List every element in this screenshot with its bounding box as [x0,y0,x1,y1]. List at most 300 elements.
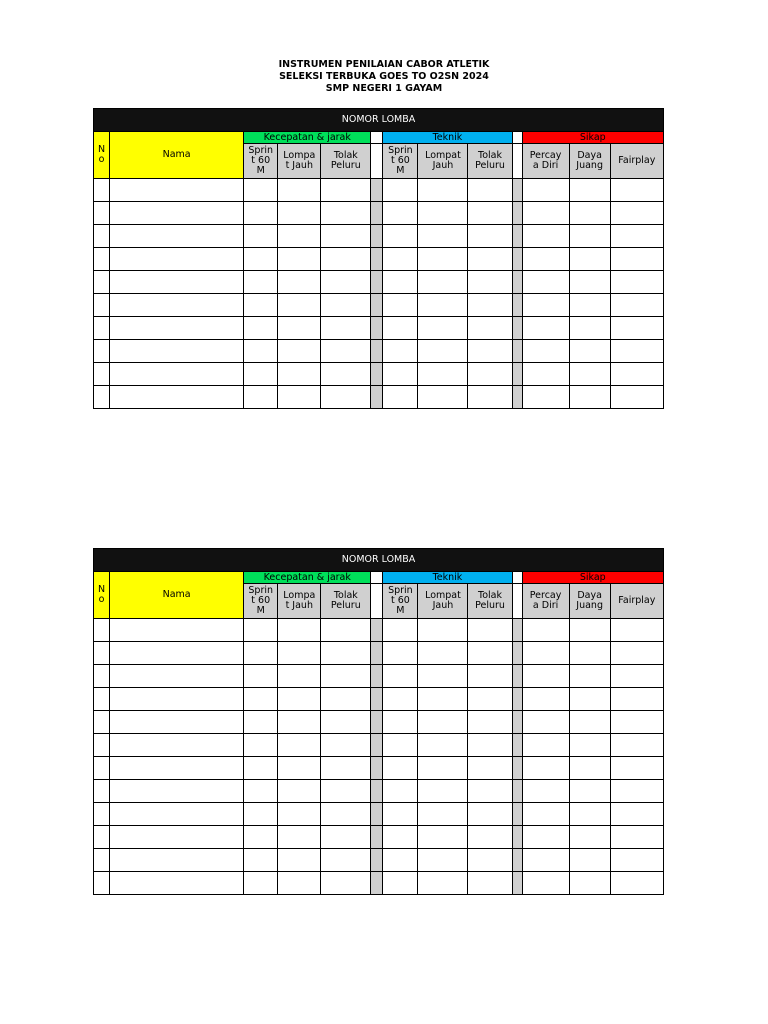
spacer-cell [512,386,522,409]
input-cell[interactable] [244,271,278,294]
input-cell[interactable] [610,734,663,757]
input-cell[interactable] [569,271,610,294]
input-cell[interactable] [468,294,512,317]
input-cell[interactable] [522,803,569,826]
spacer-cell [512,294,522,317]
input-cell[interactable] [418,665,468,688]
input-cell[interactable] [244,826,278,849]
input-cell[interactable] [110,849,244,872]
input-cell[interactable] [244,780,278,803]
input-cell[interactable] [110,340,244,363]
nomor-lomba-header: NOMOR LOMBA [94,109,664,132]
input-cell[interactable] [278,711,321,734]
input-cell[interactable] [383,340,418,363]
input-cell[interactable] [94,340,110,363]
input-cell[interactable] [321,872,371,895]
input-cell[interactable] [610,711,663,734]
subheader-daya-juang: Daya Juang [569,584,610,619]
input-cell[interactable] [244,294,278,317]
spacer-cell [371,688,383,711]
input-cell[interactable] [383,271,418,294]
subheader-daya-juang: Daya Juang [569,144,610,179]
input-cell[interactable] [610,386,663,409]
spacer-cell [371,711,383,734]
input-cell[interactable] [244,317,278,340]
input-cell[interactable] [383,803,418,826]
input-cell[interactable] [610,179,663,202]
input-cell[interactable] [418,711,468,734]
input-cell[interactable] [418,202,468,225]
input-cell[interactable] [244,202,278,225]
input-cell[interactable] [110,872,244,895]
input-cell[interactable] [110,665,244,688]
input-cell[interactable] [110,780,244,803]
input-cell[interactable] [244,757,278,780]
input-cell[interactable] [110,734,244,757]
input-cell[interactable] [468,363,512,386]
subheader-sprint-60m: Sprin t 60 M [244,584,278,619]
input-cell[interactable] [110,711,244,734]
subheader-lompat-jauh: Lompat Jauh [418,144,468,179]
input-cell[interactable] [278,271,321,294]
input-cell[interactable] [244,642,278,665]
input-cell[interactable] [244,363,278,386]
group-sikap: Sikap [522,572,663,584]
input-cell[interactable] [94,294,110,317]
subheader-spacer [371,584,383,619]
table-row [94,734,664,757]
input-cell[interactable] [244,179,278,202]
input-cell[interactable] [321,202,371,225]
input-cell[interactable] [110,294,244,317]
input-cell[interactable] [110,803,244,826]
spacer-cell [512,826,522,849]
input-cell[interactable] [569,780,610,803]
spacer-cell [512,225,522,248]
input-cell[interactable] [278,780,321,803]
title-line-2: SELEKSI TERBUKA GOES TO O2SN 2024 [279,71,489,82]
input-cell[interactable] [94,757,110,780]
input-cell[interactable] [468,803,512,826]
input-cell[interactable] [418,780,468,803]
input-cell[interactable] [94,803,110,826]
input-cell[interactable] [468,248,512,271]
no-column-header: N o [94,572,110,619]
input-cell[interactable] [321,642,371,665]
input-cell[interactable] [610,803,663,826]
input-cell[interactable] [110,317,244,340]
input-cell[interactable] [278,317,321,340]
input-cell[interactable] [418,340,468,363]
input-cell[interactable] [110,642,244,665]
input-cell[interactable] [522,202,569,225]
input-cell[interactable] [522,665,569,688]
input-cell[interactable] [244,849,278,872]
input-cell[interactable] [321,317,371,340]
subheader-fairplay: Fairplay [610,144,663,179]
input-cell[interactable] [522,872,569,895]
input-cell[interactable] [522,826,569,849]
input-cell[interactable] [569,872,610,895]
input-cell[interactable] [321,688,371,711]
input-cell[interactable] [610,849,663,872]
input-cell[interactable] [110,386,244,409]
input-cell[interactable] [522,780,569,803]
input-cell[interactable] [321,271,371,294]
input-cell[interactable] [278,619,321,642]
spacer-cell [371,619,383,642]
input-cell[interactable] [569,294,610,317]
spacer-cell [371,363,383,386]
input-cell[interactable] [418,386,468,409]
input-cell[interactable] [610,248,663,271]
input-cell[interactable] [569,849,610,872]
input-cell[interactable] [94,619,110,642]
input-cell[interactable] [94,202,110,225]
input-cell[interactable] [94,179,110,202]
input-cell[interactable] [383,757,418,780]
input-cell[interactable] [94,225,110,248]
input-cell[interactable] [569,363,610,386]
spacer-cell [512,849,522,872]
input-cell[interactable] [418,317,468,340]
input-cell[interactable] [383,248,418,271]
input-cell[interactable] [321,225,371,248]
input-cell[interactable] [321,803,371,826]
group-spacer [512,572,522,584]
input-cell[interactable] [278,642,321,665]
input-cell[interactable] [244,225,278,248]
input-cell[interactable] [522,849,569,872]
input-cell[interactable] [321,386,371,409]
input-cell[interactable] [278,225,321,248]
input-cell[interactable] [569,734,610,757]
input-cell[interactable] [278,386,321,409]
input-cell[interactable] [94,711,110,734]
input-cell[interactable] [522,225,569,248]
input-cell[interactable] [418,757,468,780]
input-cell[interactable] [278,688,321,711]
assessment-table-1 [93,108,664,409]
input-cell[interactable] [569,826,610,849]
input-cell[interactable] [418,225,468,248]
input-cell[interactable] [610,202,663,225]
input-cell[interactable] [418,642,468,665]
input-cell[interactable] [321,179,371,202]
input-cell[interactable] [383,642,418,665]
spacer-cell [512,248,522,271]
input-cell[interactable] [418,294,468,317]
group-kecepatan-jarak: Kecepatan & jarak [244,572,371,584]
input-cell[interactable] [522,179,569,202]
input-cell[interactable] [278,179,321,202]
input-cell[interactable] [94,849,110,872]
spacer-cell [512,688,522,711]
input-cell[interactable] [244,619,278,642]
input-cell[interactable] [418,803,468,826]
input-cell[interactable] [278,340,321,363]
table-row [94,688,664,711]
input-cell[interactable] [383,711,418,734]
input-cell[interactable] [110,225,244,248]
spacer-cell [371,849,383,872]
input-cell[interactable] [569,757,610,780]
input-cell[interactable] [418,826,468,849]
input-cell[interactable] [610,642,663,665]
input-cell[interactable] [418,363,468,386]
input-cell[interactable] [522,340,569,363]
input-cell[interactable] [468,734,512,757]
input-cell[interactable] [468,179,512,202]
input-cell[interactable] [383,826,418,849]
input-cell[interactable] [468,665,512,688]
input-cell[interactable] [110,271,244,294]
input-cell[interactable] [610,688,663,711]
input-cell[interactable] [383,225,418,248]
input-cell[interactable] [418,179,468,202]
input-cell[interactable] [569,317,610,340]
input-cell[interactable] [418,849,468,872]
input-cell[interactable] [569,711,610,734]
input-cell[interactable] [321,340,371,363]
input-cell[interactable] [522,271,569,294]
input-cell[interactable] [610,340,663,363]
input-cell[interactable] [569,619,610,642]
table-row [94,225,664,248]
input-cell[interactable] [321,734,371,757]
input-cell[interactable] [278,872,321,895]
input-cell[interactable] [610,363,663,386]
input-cell[interactable] [383,317,418,340]
input-cell[interactable] [522,363,569,386]
input-cell[interactable] [522,248,569,271]
input-cell[interactable] [383,202,418,225]
input-cell[interactable] [610,665,663,688]
input-cell[interactable] [383,363,418,386]
input-cell[interactable] [110,757,244,780]
input-cell[interactable] [569,225,610,248]
spacer-cell [371,340,383,363]
input-cell[interactable] [418,872,468,895]
input-cell[interactable] [610,619,663,642]
input-cell[interactable] [278,665,321,688]
input-cell[interactable] [278,734,321,757]
input-cell[interactable] [94,642,110,665]
input-cell[interactable] [321,363,371,386]
input-cell[interactable] [468,340,512,363]
input-cell[interactable] [321,665,371,688]
input-cell[interactable] [468,642,512,665]
input-cell[interactable] [278,363,321,386]
input-cell[interactable] [569,248,610,271]
input-cell[interactable] [321,780,371,803]
group-spacer [371,572,383,584]
input-cell[interactable] [522,619,569,642]
subheader-tolak-peluru: Tolak Peluru [321,144,371,179]
table-row [94,271,664,294]
input-cell[interactable] [468,271,512,294]
input-cell[interactable] [94,688,110,711]
input-cell[interactable] [418,734,468,757]
input-cell[interactable] [610,872,663,895]
input-cell[interactable] [522,688,569,711]
input-cell[interactable] [383,665,418,688]
subheader-tolak-peluru: Tolak Peluru [468,144,512,179]
input-cell[interactable] [610,826,663,849]
input-cell[interactable] [244,734,278,757]
input-cell[interactable] [244,688,278,711]
input-cell[interactable] [278,826,321,849]
input-cell[interactable] [468,688,512,711]
input-cell[interactable] [278,202,321,225]
input-cell[interactable] [569,179,610,202]
input-cell[interactable] [278,757,321,780]
input-cell[interactable] [383,872,418,895]
input-cell[interactable] [610,317,663,340]
spacer-cell [512,872,522,895]
input-cell[interactable] [110,202,244,225]
input-cell[interactable] [418,688,468,711]
input-cell[interactable] [569,642,610,665]
input-cell[interactable] [321,248,371,271]
input-cell[interactable] [321,826,371,849]
subheader-percaya-diri: Percay a Diri [522,144,569,179]
input-cell[interactable] [522,734,569,757]
input-cell[interactable] [569,386,610,409]
input-cell[interactable] [610,271,663,294]
input-cell[interactable] [418,271,468,294]
input-cell[interactable] [110,179,244,202]
input-cell[interactable] [468,711,512,734]
subheader-lompat-jauh: Lompa t Jauh [278,584,321,619]
group-teknik: Teknik [383,132,512,144]
input-cell[interactable] [468,386,512,409]
input-cell[interactable] [569,202,610,225]
input-cell[interactable] [94,317,110,340]
input-cell[interactable] [522,757,569,780]
input-cell[interactable] [321,757,371,780]
group-spacer [371,132,383,144]
subheader-percaya-diri: Percay a Diri [522,584,569,619]
input-cell[interactable] [383,619,418,642]
nama-column-header: Nama [110,132,244,179]
input-cell[interactable] [610,757,663,780]
input-cell[interactable] [278,803,321,826]
input-cell[interactable] [244,711,278,734]
assessment-table-2 [93,548,664,895]
input-cell[interactable] [468,757,512,780]
input-cell[interactable] [383,688,418,711]
input-cell[interactable] [278,849,321,872]
input-cell[interactable] [468,872,512,895]
input-cell[interactable] [244,872,278,895]
input-cell[interactable] [94,665,110,688]
input-cell[interactable] [468,317,512,340]
input-cell[interactable] [468,619,512,642]
input-cell[interactable] [321,294,371,317]
group-kecepatan-jarak: Kecepatan & jarak [244,132,371,144]
input-cell[interactable] [110,248,244,271]
input-cell[interactable] [278,294,321,317]
input-cell[interactable] [383,849,418,872]
input-cell[interactable] [383,386,418,409]
input-cell[interactable] [321,711,371,734]
subheader-tolak-peluru: Tolak Peluru [321,584,371,619]
input-cell[interactable] [244,248,278,271]
input-cell[interactable] [468,202,512,225]
spacer-cell [512,619,522,642]
spacer-cell [512,179,522,202]
input-cell[interactable] [94,363,110,386]
input-cell[interactable] [610,294,663,317]
input-cell[interactable] [522,386,569,409]
input-cell[interactable] [418,248,468,271]
input-cell[interactable] [110,826,244,849]
input-cell[interactable] [383,734,418,757]
input-cell[interactable] [569,340,610,363]
table-row [94,248,664,271]
input-cell[interactable] [569,803,610,826]
input-cell[interactable] [244,386,278,409]
spacer-cell [371,757,383,780]
input-cell[interactable] [383,179,418,202]
input-cell[interactable] [321,619,371,642]
input-cell[interactable] [110,363,244,386]
input-cell[interactable] [321,849,371,872]
input-cell[interactable] [94,734,110,757]
spacer-cell [371,734,383,757]
spacer-cell [512,780,522,803]
input-cell[interactable] [110,619,244,642]
input-cell[interactable] [244,803,278,826]
input-cell[interactable] [610,780,663,803]
spacer-cell [512,363,522,386]
input-cell[interactable] [383,294,418,317]
input-cell[interactable] [244,340,278,363]
input-cell[interactable] [94,386,110,409]
input-cell[interactable] [468,826,512,849]
input-cell[interactable] [94,826,110,849]
input-cell[interactable] [94,872,110,895]
input-cell[interactable] [522,317,569,340]
input-cell[interactable] [569,688,610,711]
input-cell[interactable] [569,665,610,688]
spacer-cell [371,642,383,665]
input-cell[interactable] [522,294,569,317]
input-cell[interactable] [522,642,569,665]
input-cell[interactable] [94,248,110,271]
input-cell[interactable] [610,225,663,248]
input-cell[interactable] [468,780,512,803]
table-row [94,872,664,895]
input-cell[interactable] [278,248,321,271]
input-cell[interactable] [522,711,569,734]
table-row [94,179,664,202]
input-cell[interactable] [94,271,110,294]
input-cell[interactable] [418,619,468,642]
input-cell[interactable] [110,688,244,711]
input-cell[interactable] [244,665,278,688]
table-row [94,619,664,642]
input-cell[interactable] [468,849,512,872]
spacer-cell [371,202,383,225]
subheader-sprint-60m: Sprin t 60 M [383,584,418,619]
group-spacer [512,132,522,144]
input-cell[interactable] [383,780,418,803]
spacer-cell [512,642,522,665]
input-cell[interactable] [468,225,512,248]
input-cell[interactable] [94,780,110,803]
